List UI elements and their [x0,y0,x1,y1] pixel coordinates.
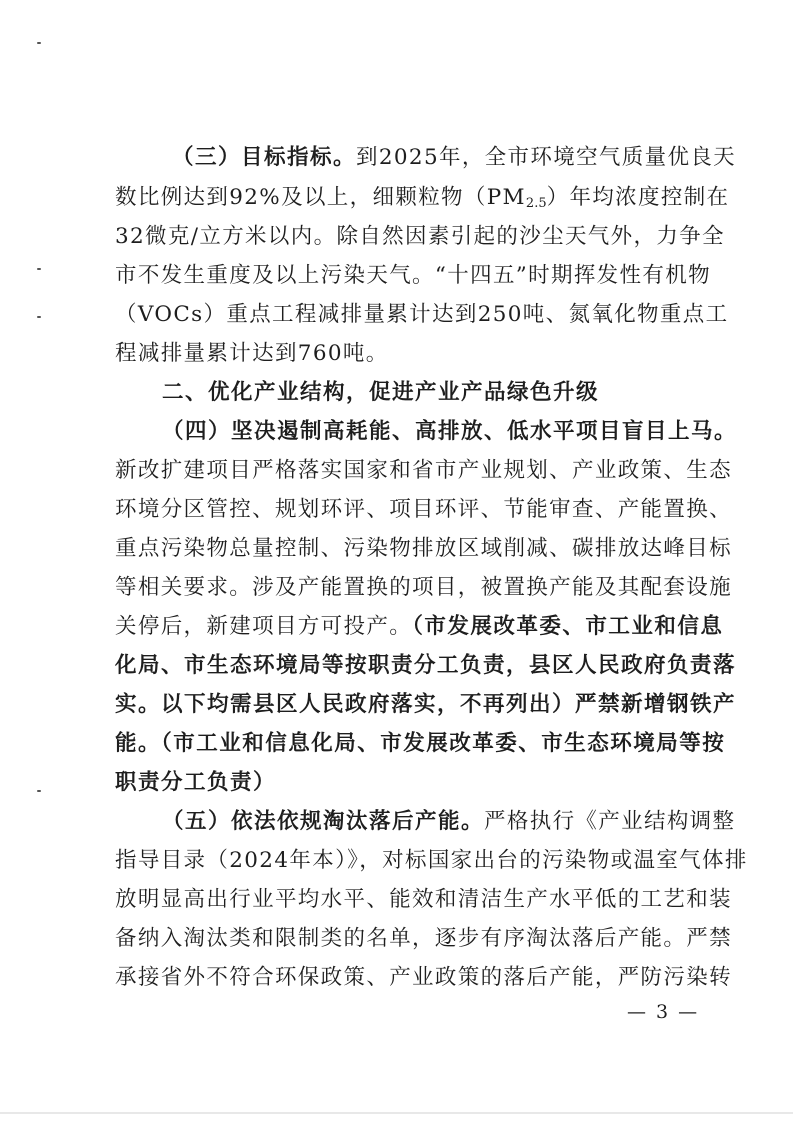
p2-line-7: 化局、市生态环境局等按职责分工负责，县区人民政府负责落 [115,653,737,678]
p1-line-2-b: ）年均浓度控制在 [546,185,730,210]
p2-line-4: 重点污染物总量控制、污染物排放区域削减、碳排放达峰目标 [115,536,732,561]
p1-line-4: 市不发生重度及以上污染天气。“十四五”时期挥发性有机物 [115,263,711,288]
p3-line-3: 放明显高出行业平均水平、能效和清洁生产水平低的工艺和装 [115,887,732,912]
p2-line-10: 职责分工负责） [115,770,277,795]
scan-margin-mark [37,42,41,44]
p2-line-8-text: 严禁新增钢铁产 [575,692,737,717]
pm-subscript: 2.5 [525,196,547,211]
p2-line-3: 环境分区管控、规划环评、项目环评、节能审查、产能置换、 [115,497,732,522]
section-heading-2: 二、优化产业结构，促进产业产品绿色升级 [162,380,600,405]
p2-lead-heading: （四）坚决遏制高耗能、高排放、低水平项目盲目上马。 [162,419,738,444]
p1-lead-heading: （三）目标指标。 [172,145,357,170]
p2-line-9 [115,727,725,761]
p2-line-8 [115,688,736,722]
p3-line-4: 备纳入淘汰类和限制类的名单，逐步有序淘汰落后产能。严禁 [115,926,732,951]
p2-line-9-a: 能。 [115,731,162,756]
p2-line-6-text: 关停后，新建项目方可投产。 [115,614,413,639]
p2-line-2: 新改扩建项目严格落实国家和省市产业规划、产业政策、生态 [115,458,732,483]
page-number: — 3 — [627,1001,700,1023]
p1-line-1-text: 到2025年，全市环境空气质量优良天 [356,145,737,170]
p1-line-3: 32微克/立方米以内。除自然因素引起的沙尘天气外，力争全 [115,224,725,249]
p3-line-1 [162,805,735,839]
p2-line-5: 等相关要求。涉及产能置换的项目，被置换产能及其配套设施 [115,575,732,600]
p3-line-1-text: 严格执行《产业结构调整 [484,809,736,834]
scan-margin-mark [37,268,41,270]
p2-line-9-responsibility: （市工业和信息化局、市发展改革委、市生态环境局等按 [161,731,726,756]
scan-margin-mark [37,790,41,792]
scan-bottom-edge [0,1112,793,1114]
scan-margin-mark [37,316,41,318]
p3-lead-heading: （五）依法依规淘汰落后产能。 [162,809,485,834]
p2-line-6 [115,610,723,644]
p3-line-5: 承接省外不符合环保政策、产业政策的落后产能，严防污染转 [115,965,732,990]
p3-line-2: 指导目录（2024年本）》，对标国家出台的污染物或温室气体排 [115,848,748,873]
p1-line-2-a: 数比例达到92%及以上，细颗粒物（PM [115,185,526,210]
p2-line-8-responsibility: 实。以下均需县区人民政府落实，不再列出） [115,692,576,717]
p1-line-2 [115,181,729,215]
p1-line-6: 程减排量累计达到760吨。 [115,341,389,366]
p1-line-5: （VOCs）重点工程减排量累计达到250吨、氮氧化物重点工 [115,302,729,327]
p2-line-6-responsibility: （市发展改革委、市工业和信息 [412,614,724,639]
p1-line-1 [172,141,736,175]
